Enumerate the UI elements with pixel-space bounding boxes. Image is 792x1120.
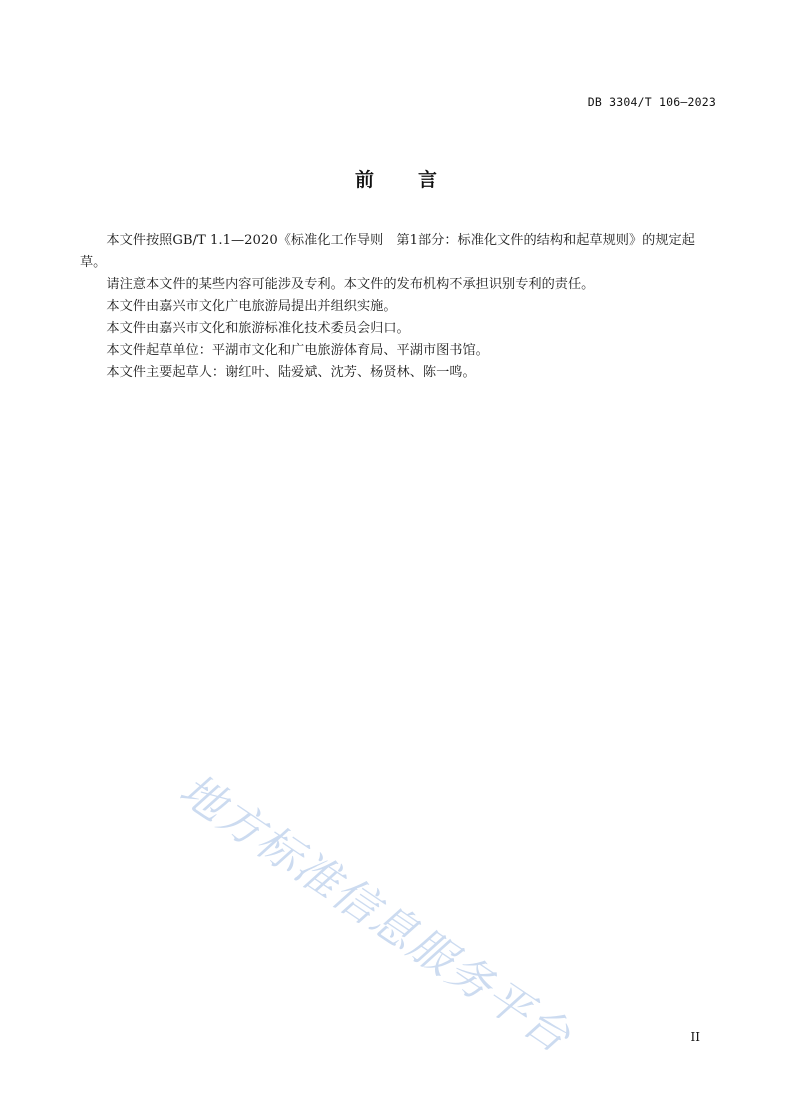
foreword-body — [80, 230, 718, 384]
paragraph-standard-basis: 本文件按照GB/T 1.1—2020《标准化工作导则 第1部分：标准化文件的结构和起草规则》的规定起草。 — [80, 233, 695, 270]
paragraph-patent-notice: 请注意本文件的某些内容可能涉及专利。本文件的发布机构不承担识别专利的责任。 — [106, 277, 595, 292]
paragraph-drafters: 本文件主要起草人：谢红叶、陆爱斌、沈芳、杨贤林、陈一鸣。 — [106, 365, 476, 380]
page-title: 前言 — [354, 169, 481, 191]
paragraph-proposer: 本文件由嘉兴市文化广电旅游局提出并组织实施。 — [106, 299, 397, 314]
paragraph-drafting-units: 本文件起草单位：平湖市文化和广电旅游体育局、平湖市图书馆。 — [106, 343, 489, 358]
watermark: 地方标准信息服务平台 — [170, 764, 581, 1064]
paragraph-committee: 本文件由嘉兴市文化和旅游标准化技术委员会归口。 — [106, 321, 410, 336]
page-number: II — [690, 1030, 700, 1044]
document-code: DB 3304/T 106—2023 — [587, 95, 716, 109]
